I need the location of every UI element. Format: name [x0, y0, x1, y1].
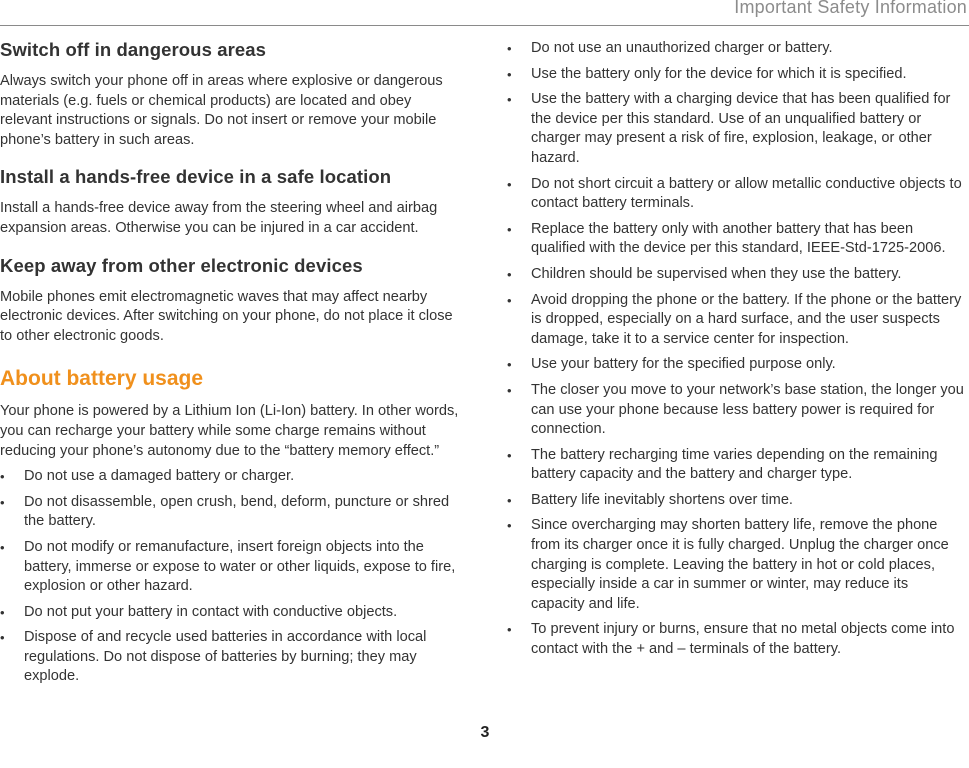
bullet-icon: • [507, 176, 512, 192]
list-item-text: The battery recharging time varies depending on the remaining battery capacity and the battery and charger type. [531, 446, 938, 483]
bullet-icon: • [0, 494, 5, 510]
battery-heading: About battery usage [0, 367, 204, 391]
list-item [0, 538, 462, 597]
list-item [0, 603, 462, 623]
bullet-icon: • [507, 221, 512, 237]
page-header [0, 0, 969, 26]
section-body: Always switch your phone off in areas where explosive or dangerous materials (e.g. fuels or chemical products) are located and obey relevant instructions or signals. Do not insert or remove your mobile phone’s battery in such areas. [0, 73, 443, 148]
bullet-icon: • [0, 469, 5, 485]
list-item [507, 381, 965, 440]
bullet-icon: • [507, 266, 512, 282]
bullet-icon: • [507, 492, 512, 508]
bullet-icon: • [507, 447, 512, 463]
bullet-icon: • [507, 622, 512, 638]
list-item [0, 493, 462, 532]
section-hands-free [0, 165, 462, 238]
list-item-text: Do not short circuit a battery or allow metallic conductive objects to contact battery terminals. [531, 175, 962, 212]
list-item [507, 516, 965, 614]
list-item-text: Use your battery for the specified purpose only. [531, 356, 836, 373]
battery-intro: Your phone is powered by a Lithium Ion (Li-Ion) battery. In other words, you can recharge your battery while some charge remains without reducing your phone’s autonomy due to the “battery memory effect.” [0, 403, 459, 459]
list-item [507, 265, 965, 285]
bullet-icon: • [0, 539, 5, 555]
list-item [507, 291, 965, 350]
bullet-icon: • [0, 630, 5, 646]
right-column [507, 39, 965, 666]
bullet-icon: • [507, 292, 512, 308]
page-number: 3 [480, 724, 490, 741]
list-item-text: Replace the battery only with another battery that has been qualified with the device per this standard, IEEE-Std-1725-2006. [531, 220, 946, 257]
list-item-text: Avoid dropping the phone or the battery. If the phone or the battery is dropped, especially on a hard surface, and the user suspects damage, take it to a service center for inspection. [531, 291, 962, 347]
list-item-text: The closer you move to your network’s base station, the longer you can use your phone because less battery power is required for connection. [531, 381, 964, 438]
list-item-text: Do not use a damaged battery or charger. [24, 468, 295, 485]
section-heading: Install a hands-free device in a safe location [0, 166, 392, 188]
list-item [507, 65, 965, 85]
section-dangerous-areas [0, 38, 462, 150]
section-heading: Switch off in dangerous areas [0, 39, 267, 60]
list-item [507, 355, 965, 375]
list-item [0, 467, 462, 487]
list-item [0, 628, 462, 687]
list-item-text: Since overcharging may shorten battery life, remove the phone from its charger once it is fully charged. Unplug the charger once charging is complete. Leaving the battery in hot or cold places, especially inside a car in summer or winter, may reduce its capacity and life. [531, 517, 949, 612]
list-item-text: Use the battery with a charging device that has been qualified for the device per this standard. Use of an unqualified battery or charger may present a risk of fire, explosion, leakage, or other hazard. [531, 91, 951, 166]
list-item-text: Children should be supervised when they use the battery. [531, 265, 902, 282]
list-item-text: Do not put your battery in contact with conductive objects. [24, 603, 398, 620]
header-title: Important Safety Information [734, 0, 967, 17]
list-item-text: Do not modify or remanufacture, insert foreign objects into the battery, immerse or expose to water or other liquids, expose to fire, explosion or other hazard. [24, 538, 456, 595]
list-item-text: Battery life inevitably shortens over time. [531, 491, 793, 508]
list-item-text: Do not use an unauthorized charger or battery. [531, 40, 833, 56]
bullet-icon: • [507, 518, 512, 534]
list-item-text: Dispose of and recycle used batteries in accordance with local regulations. Do not dispose of batteries by burning; they may explode. [24, 629, 427, 685]
list-item-text: Use the battery only for the device for which it is specified. [531, 65, 907, 82]
list-item [507, 39, 965, 59]
battery-bullet-list-right [507, 39, 965, 660]
list-item-text: Do not disassemble, open crush, bend, deform, puncture or shred the battery. [24, 493, 450, 530]
section-electronic-devices [0, 254, 462, 347]
section-heading: Keep away from other electronic devices [0, 254, 363, 276]
bullet-icon: • [0, 604, 5, 620]
left-column [0, 38, 462, 693]
list-item-text: To prevent injury or burns, ensure that no metal objects come into contact with the + and – terminals of the battery. [531, 621, 955, 658]
bullet-icon: • [507, 92, 512, 108]
bullet-icon: • [507, 357, 512, 373]
list-item [507, 491, 965, 511]
list-item [507, 446, 965, 485]
bullet-icon: • [507, 66, 512, 82]
section-battery-usage [0, 366, 462, 687]
list-item [507, 175, 965, 214]
section-body: Install a hands-free device away from the steering wheel and airbag expansion areas. Otherwise you can be injured in a car accident. [0, 200, 438, 236]
list-item [507, 620, 965, 659]
list-item [507, 220, 965, 259]
bullet-icon: • [507, 41, 512, 56]
battery-bullet-list-left [0, 467, 462, 687]
bullet-icon: • [507, 382, 512, 398]
section-body: Mobile phones emit electromagnetic waves that may affect nearby electronic devices. After switching on your phone, do not place it close to other electronic goods. [0, 288, 453, 344]
list-item [507, 90, 965, 168]
